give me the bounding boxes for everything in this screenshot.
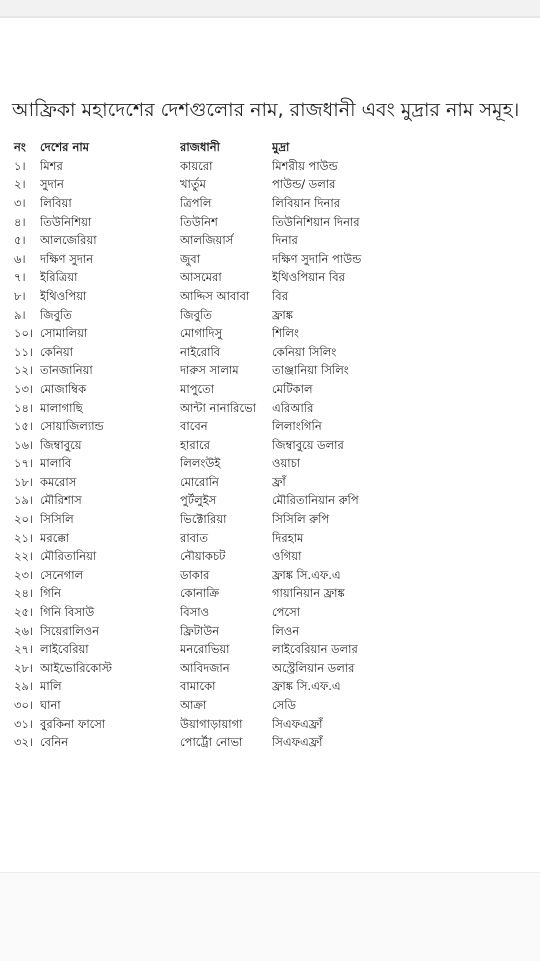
- row-currency: মিশরীয় পাউন্ড: [272, 158, 338, 173]
- row-capital: ত্রিপলি: [180, 195, 212, 210]
- row-number: ১৬।: [14, 437, 34, 452]
- table-row: [10, 344, 530, 363]
- document-title: আফ্রিকা মহাদেশের দেশগুলোর নাম, রাজধানী এবং মুদ্রার নাম সমূহ।: [12, 99, 520, 121]
- row-number: ৩০।: [14, 698, 34, 713]
- country-table: [10, 138, 530, 753]
- row-capital: দারুস সালাম: [180, 363, 239, 378]
- row-capital: কোনাক্রি: [180, 586, 220, 601]
- header-currency: মুদ্রা: [272, 139, 290, 154]
- row-currency: লাইবেরিয়ান ডলার: [272, 642, 358, 657]
- row-currency: মৌরিতানিয়ান রুপি: [272, 493, 359, 508]
- row-currency: ওয়াচা: [272, 456, 301, 471]
- row-number: ১৯।: [14, 493, 34, 508]
- row-number: ১১।: [14, 344, 34, 359]
- row-country: ইরিত্রিয়া: [40, 270, 78, 285]
- row-currency: অস্ট্রেলিয়ান ডলার: [272, 660, 355, 675]
- row-number: ৮।: [14, 288, 26, 303]
- row-country: সুদান: [40, 177, 64, 192]
- row-currency: বির: [272, 288, 289, 303]
- row-country: গিনি বিসাউ: [40, 605, 95, 620]
- row-country: গিনি: [40, 586, 61, 601]
- top-divider: [0, 16, 540, 18]
- row-country: লিবিয়া: [40, 195, 72, 210]
- table-row: [10, 697, 530, 716]
- row-capital: বিসাও: [180, 605, 210, 620]
- table-row: [10, 641, 530, 660]
- row-number: ২।: [14, 177, 26, 192]
- table-row: [10, 437, 530, 456]
- row-country: কেনিয়া: [40, 344, 73, 359]
- row-country: মোজাম্বিক: [40, 381, 87, 396]
- row-country: সোমালিয়া: [40, 326, 88, 341]
- table-row: [10, 604, 530, 623]
- table-row: [10, 325, 530, 344]
- table-row: [10, 195, 530, 214]
- row-currency: সেডি: [272, 698, 297, 713]
- row-currency: দক্ষিণ সুদানি পাউন্ড: [272, 251, 362, 266]
- row-capital: পুর্টলুইস: [180, 493, 217, 508]
- row-number: ২৯।: [14, 679, 34, 694]
- row-currency: লিওন: [272, 623, 300, 638]
- table-row: [10, 232, 530, 251]
- row-capital: জিবুতি: [180, 307, 212, 322]
- row-capital: রাবাত: [180, 530, 209, 545]
- row-country: মালি: [40, 679, 62, 694]
- table-row: [10, 270, 530, 289]
- row-capital: ফ্রিটাউন: [180, 623, 220, 638]
- table-row: [10, 623, 530, 642]
- row-number: ২৪।: [14, 586, 34, 601]
- row-capital: পোর্ট্রো নোভা: [180, 735, 243, 750]
- table-row: [10, 214, 530, 233]
- row-currency: গায়ানিয়ান ফ্রাঙ্ক: [272, 586, 345, 601]
- row-number: ১০।: [14, 326, 34, 341]
- row-capital: মোগাদিসু: [180, 326, 223, 341]
- row-capital: হারারে: [180, 437, 210, 452]
- row-number: ৫।: [14, 233, 26, 248]
- row-number: ২৮।: [14, 660, 34, 675]
- row-currency: ফ্রাঙ্ক: [272, 307, 293, 322]
- table-row: [10, 679, 530, 698]
- header-capital: রাজধানী: [180, 139, 220, 154]
- row-currency: সিএফএফ্রাঁ: [272, 735, 323, 750]
- row-number: ১৭।: [14, 456, 34, 471]
- table-row: [10, 456, 530, 475]
- row-country: ইথিওপিয়া: [40, 288, 87, 303]
- row-capital: নাইরোবি: [180, 344, 221, 359]
- row-country: মৌরিতানিয়া: [40, 549, 97, 564]
- row-country: জিম্বাবুয়ে: [40, 437, 82, 452]
- row-capital: ডাকার: [180, 567, 210, 582]
- row-number: ৬।: [14, 251, 26, 266]
- row-country: মালাবি: [40, 456, 72, 471]
- row-capital: নৌয়াকচট: [180, 549, 226, 564]
- row-number: ১৩।: [14, 381, 34, 396]
- row-capital: খার্তুম: [180, 177, 206, 192]
- row-number: ২২।: [14, 549, 34, 564]
- row-number: ৪।: [14, 214, 26, 229]
- row-number: ২৩।: [14, 567, 34, 582]
- row-capital: জুবা: [180, 251, 201, 266]
- row-capital: উয়াগাড়ায়াগা: [180, 716, 243, 731]
- row-number: ৩২।: [14, 735, 34, 750]
- document: [10, 96, 530, 753]
- row-country: মৌরিশাস: [40, 493, 82, 508]
- row-capital: আন্টা নানারিভো: [180, 400, 256, 415]
- row-number: ১৫।: [14, 419, 34, 434]
- row-currency: ফ্রাঙ্ক সি.এফ.এ: [272, 679, 341, 694]
- row-currency: সিএফএফ্রাঁ: [272, 716, 323, 731]
- row-capital: মোরোনি: [180, 474, 219, 489]
- row-currency: মেটিকাল: [272, 381, 313, 396]
- header-country: দেশের নাম: [40, 139, 90, 154]
- row-country: সোয়াজিল্যান্ড: [40, 419, 104, 434]
- table-row: [10, 660, 530, 679]
- header-number: নং: [14, 139, 26, 154]
- bottom-band: [0, 872, 540, 961]
- row-country: লাইবেরিয়া: [40, 642, 89, 657]
- row-country: বুরকিনা ফাসো: [40, 716, 106, 731]
- table-row: [10, 734, 530, 753]
- row-capital: আলজিয়ার্স: [180, 233, 234, 248]
- table-row: [10, 418, 530, 437]
- row-number: ৯।: [14, 307, 26, 322]
- row-country: জিবুতি: [40, 307, 72, 322]
- table-row: [10, 474, 530, 493]
- row-currency: এরিআরি: [272, 400, 314, 415]
- row-capital: বামাকো: [180, 679, 216, 694]
- row-currency: জিম্বাবুয়ে ডলার: [272, 437, 344, 452]
- row-capital: মনরোভিয়া: [180, 642, 230, 657]
- row-country: মিশর: [40, 158, 63, 173]
- table-row: [10, 177, 530, 196]
- row-capital: আক্রা: [180, 698, 207, 713]
- table-row: [10, 567, 530, 586]
- row-capital: আসমেরা: [180, 270, 222, 285]
- row-currency: দিরহাম: [272, 530, 304, 545]
- table-row: [10, 586, 530, 605]
- row-capital: আবিদজান: [180, 660, 230, 675]
- row-number: ২৫।: [14, 605, 34, 620]
- table-row: [10, 511, 530, 530]
- row-country: তানজানিয়া: [40, 363, 93, 378]
- row-currency: ফ্রাঁ: [272, 474, 286, 489]
- row-capital: কায়রো: [180, 158, 213, 173]
- row-number: ৩।: [14, 195, 26, 210]
- table-header-row: [10, 138, 530, 158]
- row-number: ১।: [14, 158, 26, 173]
- row-currency: পেসো: [272, 605, 301, 620]
- row-currency: তিউনিশিয়ান দিনার: [272, 214, 360, 229]
- row-country: বেনিন: [40, 735, 69, 750]
- row-number: ৩১।: [14, 716, 34, 731]
- row-number: ৭।: [14, 270, 26, 285]
- table-row: [10, 307, 530, 326]
- row-country: সেনেগাল: [40, 567, 84, 582]
- table-row: [10, 381, 530, 400]
- row-currency: তাঞ্জানিয়া সিলিং: [272, 363, 349, 378]
- row-number: ২৬।: [14, 623, 34, 638]
- row-country: দক্ষিণ সুদান: [40, 251, 94, 266]
- row-country: মালাগাছি: [40, 400, 83, 415]
- row-country: আইভোরিকোস্ট: [40, 660, 112, 675]
- table-row: [10, 548, 530, 567]
- row-number: ২৭।: [14, 642, 34, 657]
- table-row: [10, 158, 530, 177]
- row-country: তিউনিশিয়া: [40, 214, 92, 229]
- table-row: [10, 400, 530, 419]
- table-row: [10, 493, 530, 512]
- row-capital: ভিক্টোরিয়া: [180, 512, 227, 527]
- table-body: [10, 158, 530, 753]
- row-number: ২০।: [14, 512, 34, 527]
- row-country: ঘানা: [40, 698, 61, 713]
- row-number: ১২।: [14, 363, 34, 378]
- row-currency: পাউন্ড/ ডলার: [272, 177, 336, 192]
- row-currency: লিলাংগিনি: [272, 419, 322, 434]
- row-currency: ফ্রাঙ্ক সি.এফ.এ: [272, 567, 341, 582]
- table-row: [10, 716, 530, 735]
- table-row: [10, 288, 530, 307]
- row-capital: মাপুতো: [180, 381, 215, 396]
- row-currency: লিবিয়ান দিনার: [272, 195, 341, 210]
- row-capital: লিলংউই: [180, 456, 221, 471]
- row-capital: বাবেন: [180, 419, 208, 434]
- row-currency: ওগিয়া: [272, 549, 302, 564]
- row-capital: তিউনিশ: [180, 214, 218, 229]
- row-currency: দিনার: [272, 233, 298, 248]
- row-currency: কেনিয়া সিলিং: [272, 344, 337, 359]
- row-number: ২১।: [14, 530, 34, 545]
- row-currency: শিলিং: [272, 326, 299, 341]
- row-currency: ইথিওপিয়ান বির: [272, 270, 345, 285]
- row-currency: সিসিলি রুপি: [272, 512, 330, 527]
- row-country: সিসিলি: [40, 512, 74, 527]
- row-capital: আদ্দিস আবাবা: [180, 288, 250, 303]
- row-country: মরক্কো: [40, 530, 70, 545]
- table-row: [10, 251, 530, 270]
- row-country: সিয়েরালিওন: [40, 623, 100, 638]
- table-row: [10, 363, 530, 382]
- row-number: ১৮।: [14, 474, 34, 489]
- row-country: কমরোস: [40, 474, 77, 489]
- table-row: [10, 530, 530, 549]
- row-number: ১৪।: [14, 400, 34, 415]
- top-band: [0, 0, 540, 16]
- row-country: আলজেরিয়া: [40, 233, 97, 248]
